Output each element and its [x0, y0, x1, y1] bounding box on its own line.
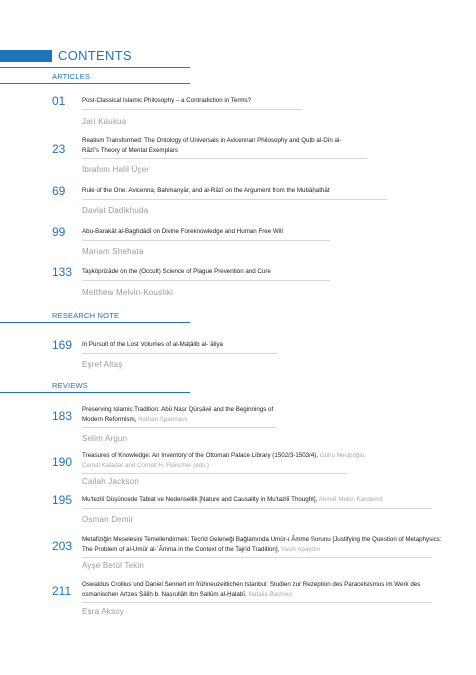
entry-rule — [82, 473, 347, 474]
page-number: 190 — [52, 455, 73, 469]
page-number: 23 — [52, 142, 66, 156]
entry-title[interactable] — [82, 405, 282, 424]
entry-rule — [82, 353, 277, 354]
page-number: 211 — [52, 584, 72, 598]
reviewed-author: Natalia Bachour — [248, 590, 293, 598]
entry-rule — [82, 602, 432, 603]
page-number: 69 — [52, 184, 66, 198]
entry-rule — [82, 280, 330, 281]
page-number: 99 — [52, 225, 66, 239]
entry-author: Ayşe Betül Tekin — [82, 561, 145, 570]
reviewed-author: Ahmet Mekin Kandemir — [318, 496, 384, 503]
page-number: 195 — [52, 493, 73, 507]
entry-author: Esra Aksoy — [82, 607, 125, 616]
entry-title[interactable]: Abu-Barakāt al-Baghdādī on Divine Foreknowledge and Human Free Will — [82, 228, 283, 235]
reviewed-author: Yasin Apaydın — [280, 545, 320, 553]
entry-title[interactable]: In Pursuit of the Lost Volumes of al-Maṭālib al-ʿāliya — [82, 341, 224, 348]
entry-rule — [82, 557, 432, 558]
entry-rule — [82, 109, 302, 110]
entry-title[interactable]: Realism Transformed: The Ontology of Universals in Avicennan Philosophy and Quṭb al-Dīn al-Rāzī's Theory of Mental Exemplars — [82, 137, 342, 154]
entry-title[interactable]: Post-Classical Islamic Philosophy – a Contradiction in Terms? — [82, 97, 252, 104]
section-label-articles: ARTICLES — [52, 72, 91, 81]
entry-rule — [82, 427, 277, 428]
page-number: 133 — [52, 265, 73, 279]
reviewed-author: Nathan Spannaus — [138, 415, 188, 423]
entry-author: Metthew Melvin-Koushki — [82, 288, 174, 297]
entry-rule — [82, 158, 367, 159]
entry-author: Eşref Altaş — [82, 360, 123, 369]
entry-author: İbrahim Halil Üçer — [82, 165, 150, 174]
contents-header-bar — [0, 50, 52, 62]
entry-rule — [82, 508, 432, 509]
entry-author: Jari Kaukua — [82, 117, 127, 126]
contents-header-rule — [0, 67, 190, 68]
entry-author: Cailah Jackson — [82, 477, 140, 486]
page-number: 183 — [52, 409, 73, 423]
review-book-title: Preserving Islamic Tradition: Abū Naṣr Qūrṣāwī and the Beginnings of Modern Reformism, — [82, 406, 274, 423]
page-number: 203 — [52, 539, 73, 553]
section-rule — [0, 83, 190, 84]
entry-title[interactable]: Taşköprizāde on the (Occult) Science of Plague Prevention and Cure — [82, 268, 271, 275]
entry-author: Osman Demir — [82, 515, 134, 524]
section-rule — [0, 322, 190, 323]
entry-author: Mariam Shehata — [82, 247, 144, 256]
section-label-reviews: REVIEWS — [52, 381, 88, 390]
reviewed-author: Gülru Necipoğlu, Cemal Kafadar and Cornell H. Fleischer (eds.) — [82, 452, 366, 469]
entry-author: Davlat Dadikhuda — [82, 206, 149, 215]
entry-author: Selim Argun — [82, 434, 128, 443]
page-title: CONTENTS — [58, 48, 132, 63]
page-number: 169 — [52, 338, 73, 352]
review-book-title[interactable]: Oswaldus Crollius und Daniel Sennert im frühneuzeitlichen Istanbul: Studien zur Rezeption des Paracelsismus im Werk des osmanischen Artzes Ṣāliḥ b. Naṣrullāh Ibn Sallūm al-Ḥalabī, — [82, 581, 421, 598]
section-rule — [0, 392, 190, 393]
entry-title[interactable]: Rule of the One: Avicenna, Bahmanyār, and al-Rāzī on the Argument from the Mubāḥathāt — [82, 187, 330, 194]
entry-rule — [82, 199, 387, 200]
review-book-title[interactable]: Mu'tezilî Düşüncede Tabiat ve Nedensellik [Nature and Causality in Mu'tazilī Thought], — [82, 496, 318, 503]
review-book-title[interactable]: Treasures of Knowledge: An Inventory of the Ottoman Palace Library (1502/3-1503/4), — [82, 452, 319, 459]
page-number: 01 — [52, 94, 66, 108]
review-book-title[interactable]: Metafiziğin Meselesini Temellendirmek: Tecrîd Geleneği Bağlamında Umûr-ı Âmme Sorunu [Justifying the Question of Metaphysics: The Problem of al-Umūr al-ʿĀmma in the Context of the Tajrīd Tradition], — [82, 536, 442, 553]
entry-rule — [82, 240, 330, 241]
section-label-research-note: RESEARCH NOTE — [52, 311, 120, 320]
